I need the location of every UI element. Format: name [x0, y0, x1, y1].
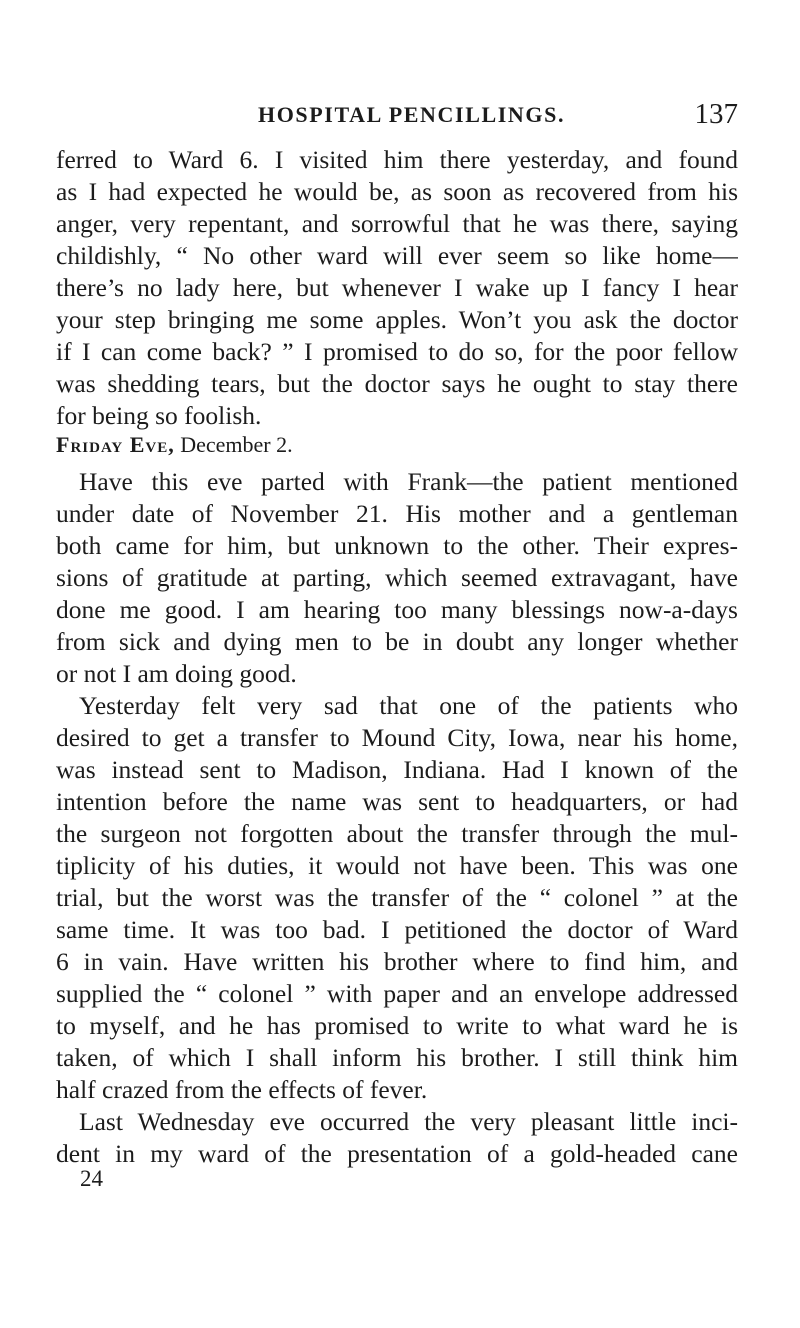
text-line: there’s no lady here, but whenever I wake up I fancy I hear [56, 273, 738, 302]
text-line: as I had expected he would be, as soon as recovered from his [56, 177, 738, 206]
dateline-date: December 2. [180, 432, 293, 457]
text-line: 6 in vain. Have written his brother where to find him, and [56, 947, 738, 976]
text-line: done me good. I am hearing too many blessings now-a-days [56, 595, 738, 624]
text-line: intention before the name was sent to headquarters, or had [56, 787, 738, 816]
text-line: Yesterday felt very sad that one of the patients who [79, 691, 738, 720]
text-line: your step bringing me some apples. Won’t you ask the doctor [56, 305, 738, 334]
text-line: same time. It was too bad. I petitioned the doctor of Ward [56, 915, 738, 944]
text-line: the surgeon not forgotten about the transfer through the mul- [56, 819, 738, 848]
text-line: trial, but the worst was the transfer of the “ colonel ” at the [56, 883, 738, 912]
text-line: sions of gratitude at parting, which seemed extravagant, have [56, 563, 738, 592]
page-number: 137 [694, 98, 738, 130]
text-line: ferred to Ward 6. I visited him there yesterday, and found [56, 145, 738, 174]
text-line: desired to get a transfer to Mound City, Iowa, near his home, [56, 723, 738, 752]
text-line: childishly, “ No other ward will ever seem so like home— [56, 241, 738, 270]
text-line: Have this eve parted with Frank—the patient mentioned [79, 467, 738, 496]
dateline [56, 432, 293, 458]
text-line: half crazed from the effects of fever. [56, 1075, 428, 1104]
text-line: tiplicity of his duties, it would not have been. This was one [56, 851, 738, 880]
text-line: was instead sent to Madison, Indiana. Had I known of the [56, 755, 738, 784]
text-line: under date of November 21. His mother and a gentleman [56, 499, 738, 528]
text-line: to myself, and he has promised to write to what ward he is [56, 1011, 738, 1040]
text-line: both came for him, but unknown to the other. Their expres- [56, 531, 738, 560]
text-line: or not I am doing good. [56, 659, 297, 688]
text-line: was shedding tears, but the doctor says he ought to stay there [56, 369, 738, 398]
text-line: Last Wednesday eve occurred the very pleasant little inci- [79, 1107, 738, 1136]
text-line: anger, very repentant, and sorrowful that he was there, saying [56, 209, 738, 238]
text-line: for being so foolish. [56, 401, 262, 430]
text-line: supplied the “ colonel ” with paper and an envelope addressed [56, 979, 738, 1008]
running-title: HOSPITAL PENCILLINGS. [258, 102, 566, 127]
text-line: from sick and dying men to be in doubt any longer whether [56, 627, 738, 656]
running-head [258, 98, 738, 138]
text-line: dent in my ward of the presentation of a gold-headed cane [56, 1139, 738, 1168]
dateline-day: Friday Eve, [56, 432, 175, 457]
signature-mark: 24 [80, 1166, 103, 1191]
text-line: taken, of which I shall inform his brother. I still think him [56, 1043, 738, 1072]
text-line: if I can come back? ” I promised to do so, for the poor fellow [56, 337, 738, 366]
